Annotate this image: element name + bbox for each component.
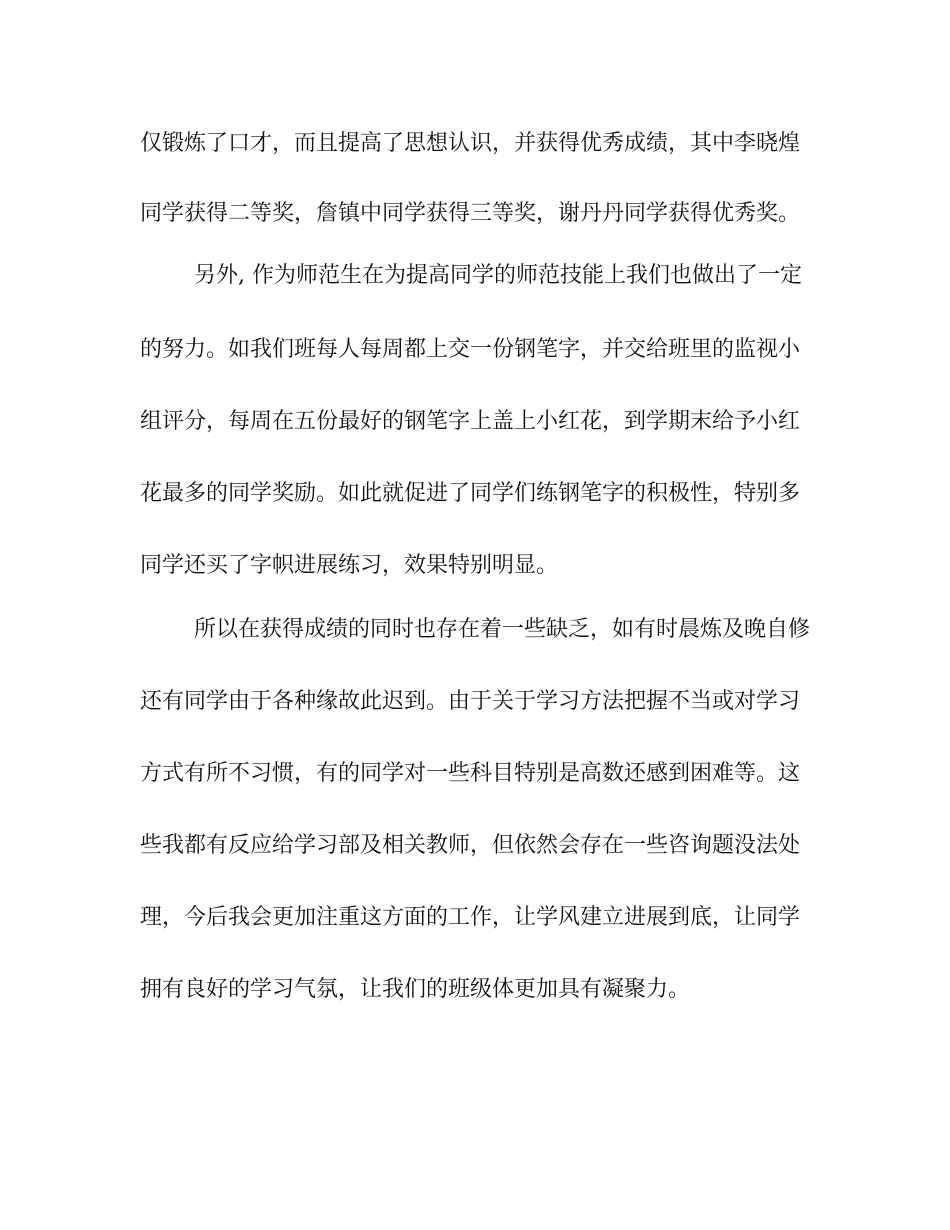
text-line-12: 理，今后我会更加注重这方面的工作，让学风建立进展到底，让同学 [140,905,801,930]
text-line-9: 还有同学由于各种缘故此迟到。由于关于学习方法把握不当或对学习 [140,689,801,714]
text-line-6: 花最多的同学奖励。如此就促进了同学们练钢笔字的积极性，特别多 [140,481,801,506]
text-line-10: 方式有所不习惯，有的同学对一些科目特别是高数还感到困难等。这 [140,761,801,786]
text-line-13: 拥有良好的学习气氛，让我们的班级体更加具有凝聚力。 [140,977,691,1002]
text-line-8: 所以在获得成绩的同时也存在着一些缺乏，如有时晨炼及晚自修 [194,617,811,642]
text-line-11: 些我都有反应给学习部及相关教师，但依然会存在一些咨询题没法处 [140,833,801,858]
text-line-5: 组评分，每周在五份最好的钢笔字上盖上小红花，到学期末给予小红 [140,409,801,434]
text-line-1: 仅锻炼了口才，而且提高了思想认识，并获得优秀成绩，其中李晓煌 [140,131,801,156]
text-line-2: 同学获得二等奖，詹镇中同学获得三等奖，谢丹丹同学获得优秀奖。 [140,201,801,226]
text-line-4: 的努力。如我们班每人每周都上交一份钢笔字，并交给班里的监视小 [140,337,801,362]
text-line-3: 另外, 作为师范生在为提高同学的师范技能上我们也做出了一定 [194,263,802,288]
text-line-7: 同学还买了字帜进展练习，效果特别明显。 [140,553,559,578]
